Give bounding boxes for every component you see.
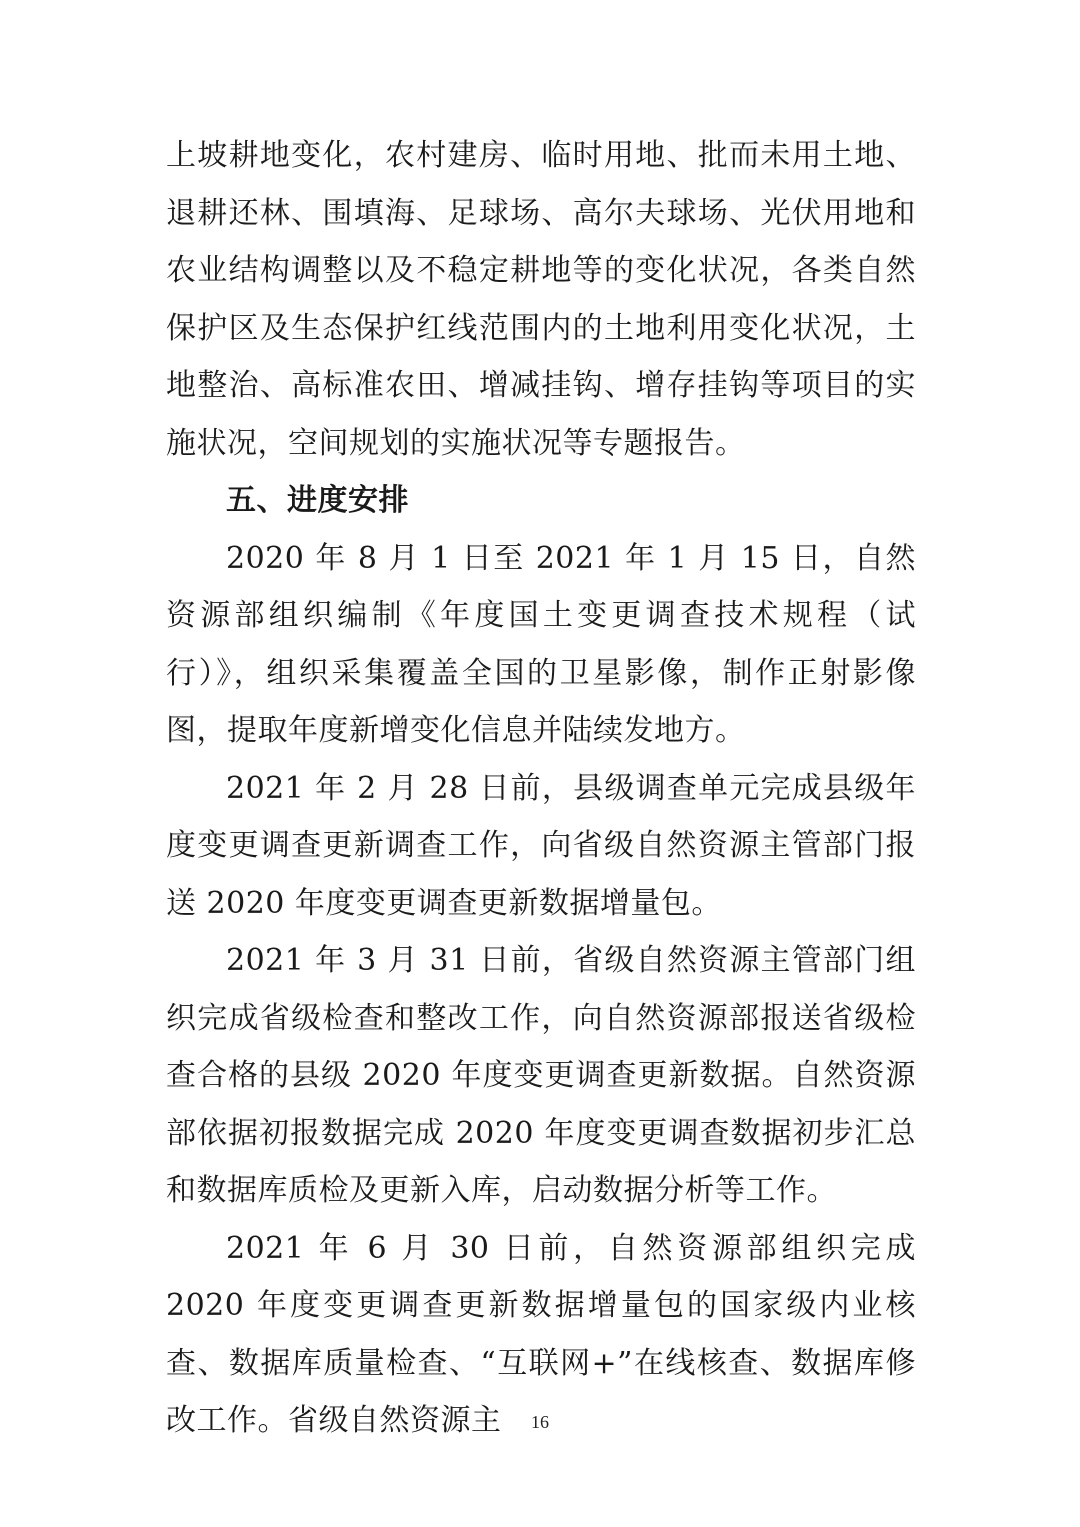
section-heading: 五、进度安排: [226, 483, 409, 518]
paragraph-schedule-1: 2020 年 8 月 1 日至 2021 年 1 月 15 日，自然资源部组织编制《年度国土变更调查技术规程（试行）》，组织采集覆盖全国的卫星影像，制作正射影像图，提取年度新增变化信息并陆续发地方。: [166, 540, 916, 748]
paragraph-schedule-2: 2021 年 2 月 28 日前，县级调查单元完成县级年度变更调查更新调查工作，向省级自然资源主管部门报送 2020 年度变更调查更新数据增量包。: [166, 770, 916, 921]
page-number: 16: [531, 1412, 549, 1432]
document-page: [166, 127, 916, 1450]
paragraph-schedule-3: 2021 年 3 月 31 日前，省级自然资源主管部门组织完成省级检查和整改工作，向自然资源部报送省级检查合格的县级 2020 年度变更调查更新数据。自然资源部依据初报数据完成 2020 年度变更调查数据初步汇总和数据库质检及更新入库，启动数据分析等工作。: [166, 943, 916, 1208]
paragraph-continuation: 上坡耕地变化，农村建房、临时用地、批而未用土地、退耕还林、围填海、足球场、高尔夫球场、光伏用地和农业结构调整以及不稳定耕地等的变化状况，各类自然保护区及生态保护红线范围内的土地利用变化状况，土地整治、高标准农田、增减挂钩、增存挂钩等项目的实施状况，空间规划的实施状况等专题报告。: [166, 138, 916, 461]
paragraph-schedule-4: 2021 年 6 月 30 日前，自然资源部组织完成 2020 年度变更调查更新数据增量包的国家级内业核查、数据库质量检查、“互联网+”在线核查、数据库修改工作。省级自然资源主: [166, 1230, 916, 1438]
